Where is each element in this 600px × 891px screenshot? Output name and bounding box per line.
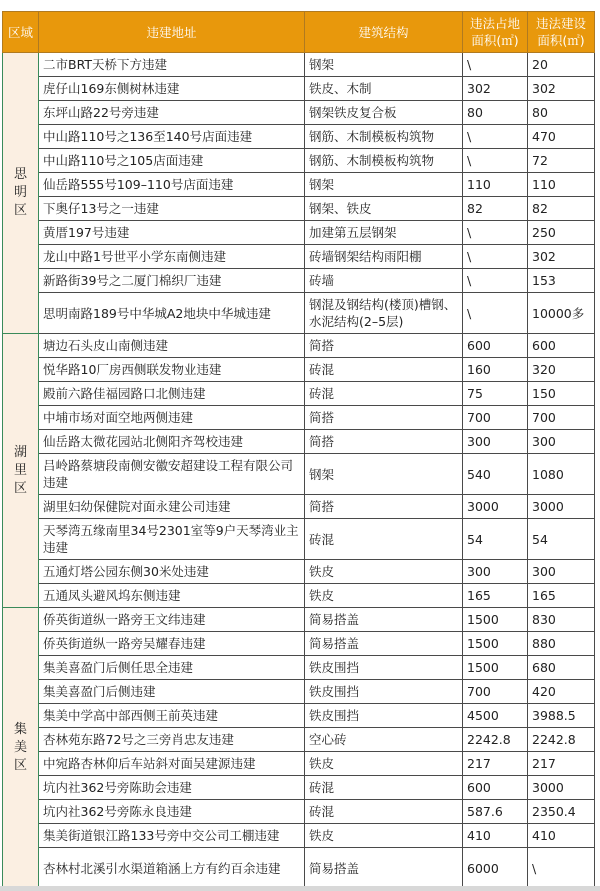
address-cell: 思明南路189号中华城A2地块中华城违建 [39,293,305,334]
address-cell: 集美喜盈门后侧任思全违建 [39,656,305,680]
build-area-cell: 3988.5 [528,704,595,728]
build-area-cell: 470 [528,125,595,149]
address-cell: 五通凤头避风坞东侧违建 [39,584,305,608]
address-cell: 集美中学高中部西侧王前英违建 [39,704,305,728]
address-cell: 五通灯塔公园东侧30米处违建 [39,560,305,584]
header-region: 区域 [3,12,39,53]
build-area-cell: 600 [528,334,595,358]
land-area-cell: \ [463,293,528,334]
table-row [3,680,595,704]
structure-cell: 钢架铁皮复合板 [305,101,463,125]
structure-cell: 空心砖 [305,728,463,752]
build-area-cell: 420 [528,680,595,704]
land-area-cell: 410 [463,824,528,848]
address-cell: 吕岭路蔡塘段南侧安徽安超建设工程有限公司违建 [39,454,305,495]
build-area-cell: \ [528,848,595,889]
land-area-cell: 300 [463,560,528,584]
structure-cell: 砖墙 [305,269,463,293]
address-cell: 塘边石头皮山南侧违建 [39,334,305,358]
table-row [3,495,595,519]
land-area-cell: \ [463,221,528,245]
table-row [3,221,595,245]
build-area-cell: 250 [528,221,595,245]
region-label: 湖里区 [13,444,27,496]
land-area-cell: 587.6 [463,800,528,824]
structure-cell: 铁皮 [305,752,463,776]
land-area-cell: 1500 [463,608,528,632]
structure-cell: 简易搭盖 [305,608,463,632]
build-area-cell: 82 [528,197,595,221]
header-address: 违建地址 [39,12,305,53]
table-body [3,53,595,889]
land-area-cell: 540 [463,454,528,495]
structure-cell: 铁皮 [305,560,463,584]
structure-cell: 铁皮 [305,824,463,848]
build-area-cell: 72 [528,149,595,173]
structure-cell: 砖混 [305,800,463,824]
build-area-cell: 10000多 [528,293,595,334]
table-row [3,173,595,197]
structure-cell: 钢架 [305,53,463,77]
table-row [3,776,595,800]
table-row [3,334,595,358]
address-cell: 坑内社362号旁陈永良违建 [39,800,305,824]
structure-cell: 铁皮 [305,584,463,608]
structure-cell: 简搭 [305,334,463,358]
structure-cell: 砖混 [305,358,463,382]
table-row [3,608,595,632]
table-row [3,125,595,149]
bottom-edge [0,886,600,891]
land-area-cell: 2242.8 [463,728,528,752]
land-area-cell: 1500 [463,656,528,680]
land-area-cell: \ [463,269,528,293]
build-area-cell: 80 [528,101,595,125]
build-area-cell: 410 [528,824,595,848]
structure-cell: 砖混 [305,382,463,406]
land-area-cell: 54 [463,519,528,560]
address-cell: 二市BRT天桥下方违建 [39,53,305,77]
address-cell: 虎仔山169东侧树林违建 [39,77,305,101]
land-area-cell: 300 [463,430,528,454]
structure-cell: 铁皮围挡 [305,656,463,680]
structure-cell: 钢架、铁皮 [305,197,463,221]
structure-cell: 钢架 [305,173,463,197]
land-area-cell: 75 [463,382,528,406]
build-area-cell: 3000 [528,776,595,800]
land-area-cell: \ [463,53,528,77]
build-area-cell: 300 [528,430,595,454]
table-row [3,560,595,584]
address-cell: 湖里妇幼保健院对面永建公司违建 [39,495,305,519]
table-row [3,149,595,173]
structure-cell: 砖墙钢架结构雨阳棚 [305,245,463,269]
build-area-cell: 165 [528,584,595,608]
land-area-cell: \ [463,245,528,269]
build-area-cell: 54 [528,519,595,560]
land-area-cell: 600 [463,776,528,800]
address-cell: 黄厝197号违建 [39,221,305,245]
structure-cell: 简搭 [305,495,463,519]
header-structure: 建筑结构 [305,12,463,53]
land-area-cell: \ [463,125,528,149]
region-cell [3,53,39,334]
land-area-cell: 700 [463,406,528,430]
header-build-area: 违法建设面积(㎡) [528,12,595,53]
structure-cell: 砖混 [305,776,463,800]
land-area-cell: 110 [463,173,528,197]
table-row [3,728,595,752]
structure-cell: 简易搭盖 [305,632,463,656]
table-row [3,269,595,293]
table-row [3,245,595,269]
land-area-cell: 82 [463,197,528,221]
build-area-cell: 302 [528,77,595,101]
build-area-cell: 1080 [528,454,595,495]
structure-cell: 加建第五层钢架 [305,221,463,245]
build-area-cell: 302 [528,245,595,269]
structure-cell: 铁皮、木制 [305,77,463,101]
address-cell: 殿前六路佳福园路口北侧违建 [39,382,305,406]
table-row [3,382,595,406]
build-area-cell: 830 [528,608,595,632]
address-cell: 杏林村北溪引水渠道箱涵上方有约百余违建 [39,848,305,889]
table-row [3,704,595,728]
structure-cell: 简易搭盖 [305,848,463,889]
address-cell: 龙山中路1号世平小学东南侧违建 [39,245,305,269]
structure-cell: 钢混及钢结构(楼顶)槽钢、水泥结构(2–5层) [305,293,463,334]
address-cell: 新路街39号之二厦门棉织厂违建 [39,269,305,293]
build-area-cell: 150 [528,382,595,406]
address-cell: 天琴湾五缘南里34号2301室等9户天琴湾业主违建 [39,519,305,560]
table-header-row [3,12,595,53]
address-cell: 中宛路杏林仰后车站斜对面吴建源违建 [39,752,305,776]
illegal-construction-table [2,11,595,889]
address-cell: 下奥仔13号之一违建 [39,197,305,221]
land-area-cell: \ [463,149,528,173]
address-cell: 侨英街道纵一路旁王文纬违建 [39,608,305,632]
region-cell [3,608,39,889]
build-area-cell: 110 [528,173,595,197]
land-area-cell: 700 [463,680,528,704]
structure-cell: 砖混 [305,519,463,560]
land-area-cell: 160 [463,358,528,382]
address-cell: 侨英街道纵一路旁吴耀春违建 [39,632,305,656]
table-row [3,101,595,125]
table-row [3,824,595,848]
structure-cell: 简搭 [305,406,463,430]
build-area-cell: 3000 [528,495,595,519]
build-area-cell: 20 [528,53,595,77]
structure-cell: 钢筋、木制模板构筑物 [305,125,463,149]
address-cell: 中山路110号之136至140号店面违建 [39,125,305,149]
land-area-cell: 600 [463,334,528,358]
table-row [3,454,595,495]
land-area-cell: 165 [463,584,528,608]
table-row [3,358,595,382]
table-row [3,632,595,656]
table-row [3,656,595,680]
table-row [3,584,595,608]
address-cell: 中埔市场对面空地两侧违建 [39,406,305,430]
structure-cell: 钢架 [305,454,463,495]
land-area-cell: 3000 [463,495,528,519]
table-row [3,406,595,430]
table-row [3,53,595,77]
land-area-cell: 217 [463,752,528,776]
build-area-cell: 217 [528,752,595,776]
table-row [3,752,595,776]
build-area-cell: 2350.4 [528,800,595,824]
build-area-cell: 700 [528,406,595,430]
region-label: 集美区 [13,722,27,773]
land-area-cell: 1500 [463,632,528,656]
table-row [3,800,595,824]
address-cell: 悦华路10厂房西侧联发物业违建 [39,358,305,382]
address-cell: 仙岳路太微花园站北侧阳齐驾校违建 [39,430,305,454]
build-area-cell: 153 [528,269,595,293]
structure-cell: 铁皮围挡 [305,704,463,728]
address-cell: 坑内社362号旁陈助会违建 [39,776,305,800]
address-cell: 东坪山路22号旁违建 [39,101,305,125]
land-area-cell: 80 [463,101,528,125]
land-area-cell: 4500 [463,704,528,728]
table-row [3,519,595,560]
address-cell: 中山路110号之105店面违建 [39,149,305,173]
build-area-cell: 300 [528,560,595,584]
table-row [3,77,595,101]
structure-cell: 简搭 [305,430,463,454]
table-row [3,197,595,221]
region-cell [3,334,39,608]
land-area-cell: 6000 [463,848,528,889]
region-label: 思明区 [13,167,27,218]
table-row [3,293,595,334]
header-land-area: 违法占地面积(㎡) [463,12,528,53]
structure-cell: 钢筋、木制模板构筑物 [305,149,463,173]
structure-cell: 铁皮围挡 [305,680,463,704]
address-cell: 集美喜盈门后侧违建 [39,680,305,704]
build-area-cell: 2242.8 [528,728,595,752]
address-cell: 仙岳路555号109–110号店面违建 [39,173,305,197]
table-row [3,430,595,454]
build-area-cell: 680 [528,656,595,680]
land-area-cell: 302 [463,77,528,101]
violation-table-container [2,11,594,889]
build-area-cell: 880 [528,632,595,656]
table-row [3,848,595,889]
build-area-cell: 320 [528,358,595,382]
address-cell: 集美街道银江路133号旁中交公司工棚违建 [39,824,305,848]
address-cell: 杏林苑东路72号之三旁肖忠友违建 [39,728,305,752]
